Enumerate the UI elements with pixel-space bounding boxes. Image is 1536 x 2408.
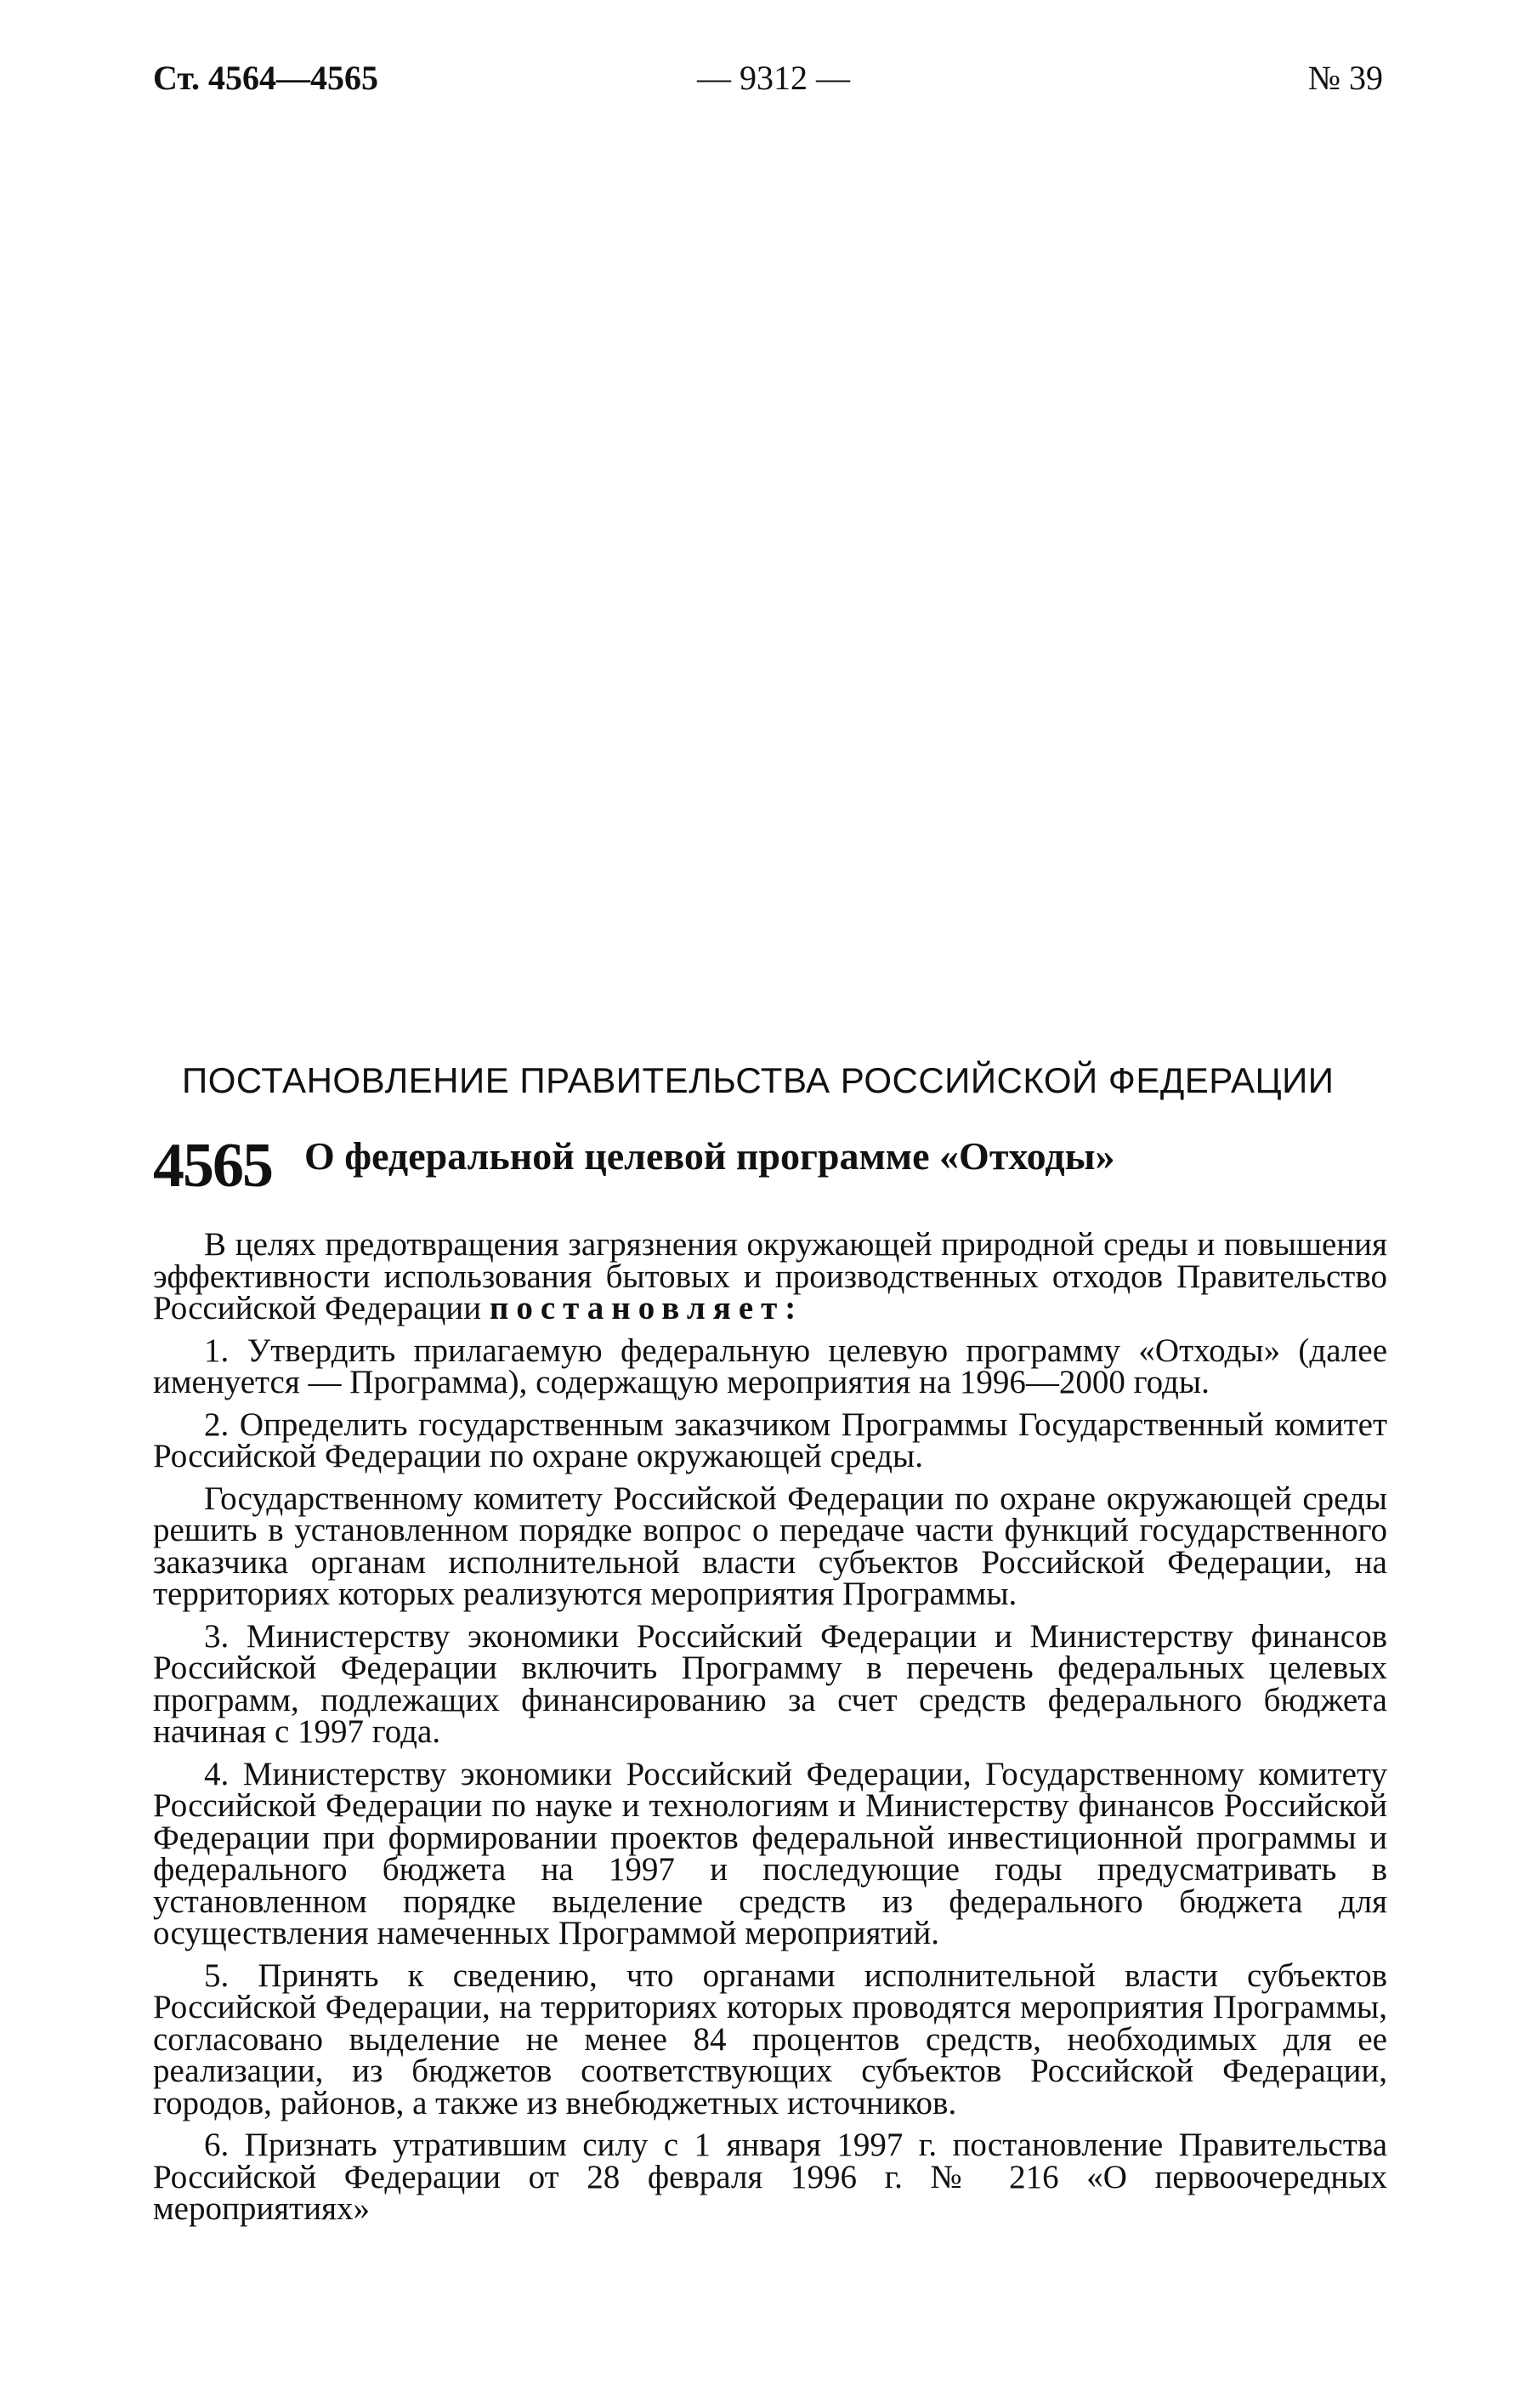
decree-title: О федеральной целевой программе «Отходы» — [304, 1134, 1115, 1178]
intro-paragraph — [153, 1226, 1387, 1326]
paragraph-6: 6. Признать утратившим силу с 1 января 1997 г. постановление Правительства Российской Федерации от 28 февраля 1996 г. № 216 «О первоочередных мероприятиях» — [153, 2127, 1387, 2227]
intro-text: В целях предотвращения загрязнения окружающей природной среды и повышения эффективности использования бытовых и производственных отходов Правительство Российской Федерации — [153, 1226, 1387, 1326]
paragraph-2: 2. Определить государственным заказчиком Программы Государственный комитет Российской Федерации по охране окружающей среды. — [153, 1406, 1387, 1474]
intro-decrees-word: постановляет: — [489, 1290, 804, 1326]
paragraph-2b: Государственному комитету Российской Федерации по охране окружающей среды решить в установленном порядке вопрос о передаче части функций государственного заказчика органам исполнительной власти субъектов Российской Федерации, на территориях которых реализуются мероприятия Программы. — [153, 1479, 1387, 1612]
paragraph-3: 3. Министерству экономики Российский Федерации и Министерству финансов Российской Федерации включить Программу в перечень федеральных целевых программ, подлежащих финансированию за счет средств федерального бюджета начиная с 1997 года. — [153, 1617, 1387, 1750]
paragraph-1: 1. Утвердить прилагаемую федеральную целевую программу «Отходы» (далее именуется — Программа), содержащую мероприятия на 1996—2000 годы. — [153, 1332, 1387, 1400]
article-range: Ст. 4564—4565 — [153, 59, 378, 97]
paragraph-4: 4. Министерству экономики Российский Федерации, Государственному комитету Российской Федерации по науке и технологиям и Министерству финансов Российской Федерации при формировании проектов федеральной инвестиционной программы и федерального бюджета на 1997 и последующие годы предусматривать в установленном порядке выделение средств из федерального бюджета для осуществления намеченных Программой мероприятий. — [153, 1755, 1387, 1951]
decree-body — [153, 1226, 1387, 2235]
page-header — [153, 53, 1383, 104]
decree-number: 4565 — [153, 1131, 272, 1201]
issue-number: № 39 — [1307, 59, 1383, 97]
paragraph-5: 5. Принять к сведению, что органами исполнительной власти субъектов Российской Федерации, на территориях которых проводятся мероприятия Программы, согласовано выделение не менее 84 процентов средств, необходимых для ее реализации, из бюджетов соответствующих субъектов Российской Федерации, городов, районов, а также из внебюджетных источников. — [153, 1956, 1387, 2121]
decree-type-heading: ПОСТАНОВЛЕНИЕ ПРАВИТЕЛЬСТВА РОССИЙСКОЙ ФЕДЕРАЦИИ — [182, 1060, 1335, 1100]
page-number: — 9312 — — [697, 59, 850, 97]
decree-title-row — [153, 1121, 1386, 1206]
